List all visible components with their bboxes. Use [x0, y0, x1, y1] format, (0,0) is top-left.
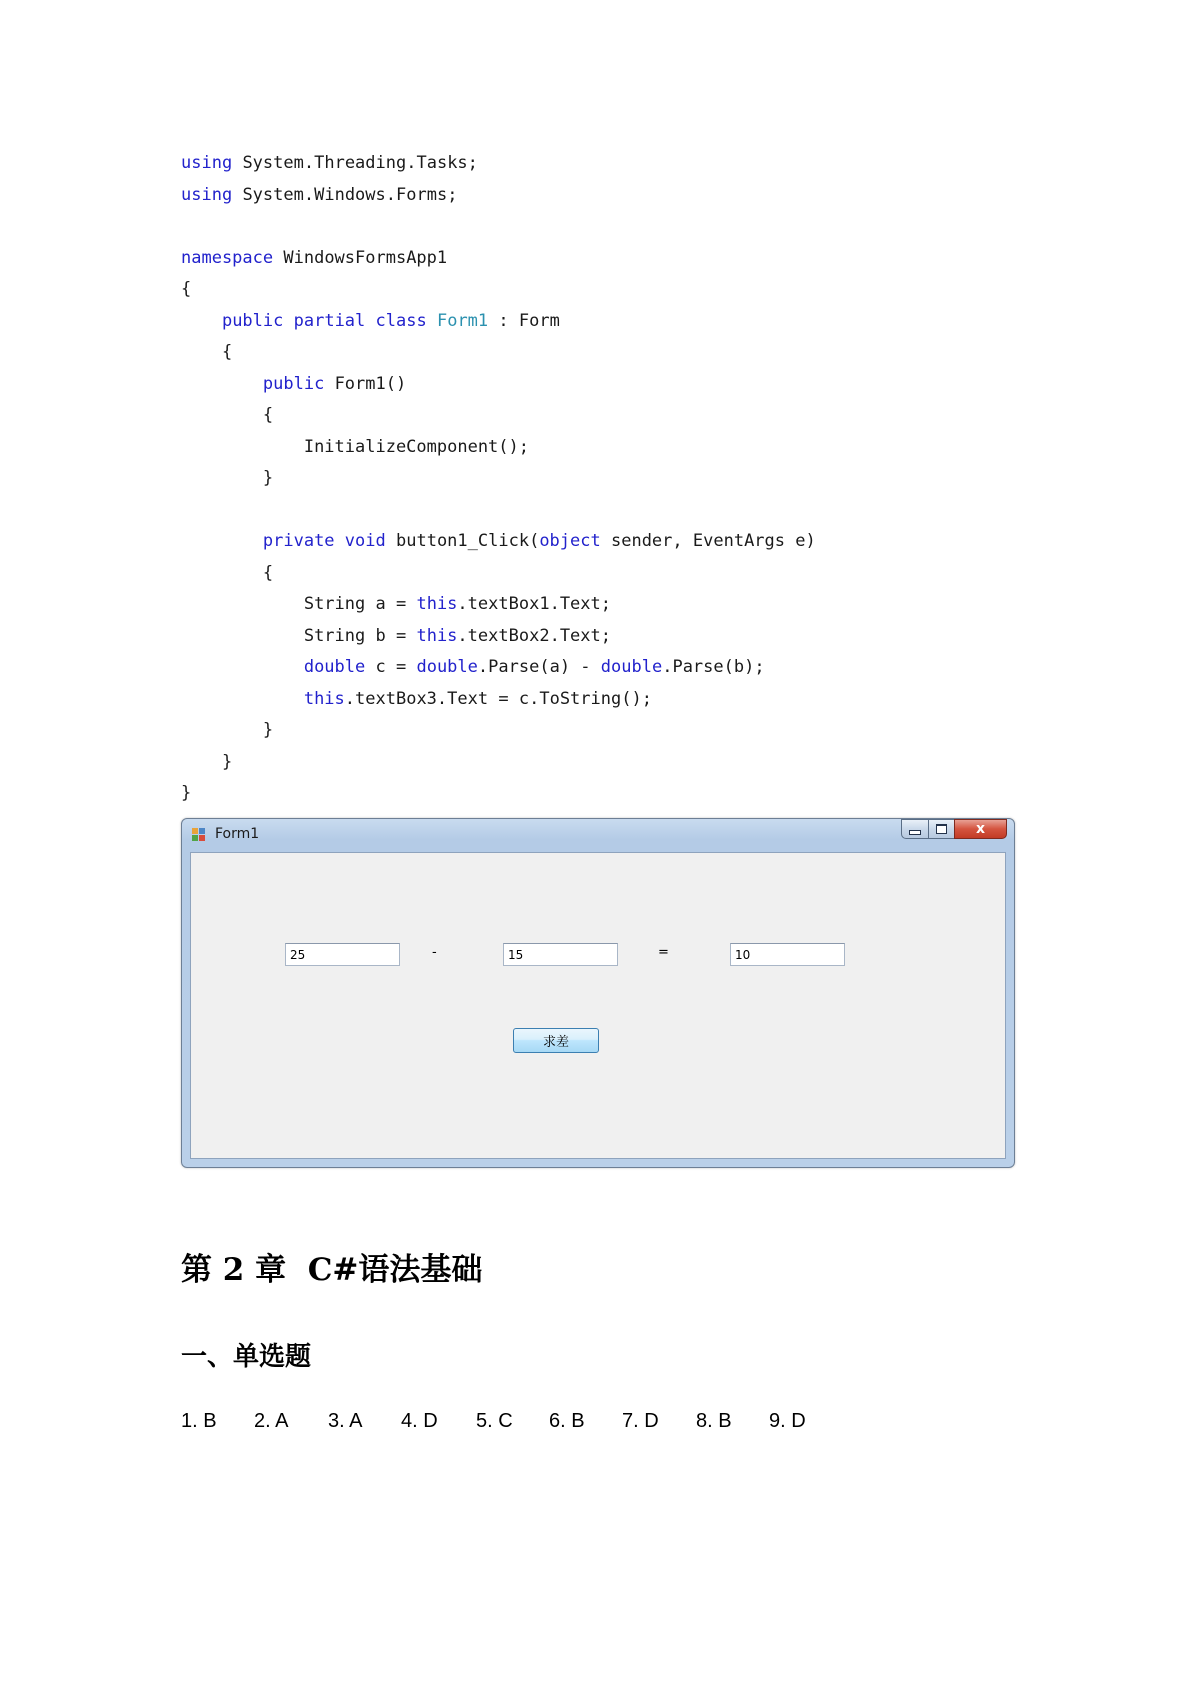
close-icon: x	[975, 821, 986, 837]
caption-buttons	[901, 819, 1007, 840]
form-client-area	[190, 852, 1006, 1159]
code-line	[181, 495, 816, 527]
minimize-icon	[909, 830, 921, 835]
answer-item: 1. B	[181, 1410, 217, 1432]
close-button[interactable]	[954, 819, 1007, 839]
answer-item: 6. B	[549, 1410, 585, 1432]
answer-item: 4. D	[401, 1410, 438, 1432]
maximize-button[interactable]	[928, 819, 954, 839]
code-line: double c = double.Parse(a) - double.Parse(b);	[303, 657, 765, 677]
code-line: using System.Threading.Tasks;	[181, 153, 478, 173]
minus-label: -	[432, 945, 437, 960]
minimize-button[interactable]	[901, 819, 928, 839]
code-line: this.textBox3.Text = c.ToString();	[303, 688, 652, 709]
answer-item: 3. A	[328, 1410, 363, 1432]
code-line: public Form1()	[262, 373, 407, 394]
maximize-icon	[936, 824, 947, 834]
textbox2-input[interactable]: 15	[503, 943, 618, 966]
answer-item: 9. D	[769, 1410, 806, 1432]
form1-window	[181, 818, 1015, 1168]
window-titlebar[interactable]	[182, 819, 1014, 851]
code-line: private void button1_Click(object sender, EventArgs e)	[262, 531, 816, 551]
code-line: String b = this.textBox2.Text;	[303, 625, 612, 646]
code-line: }	[181, 468, 274, 488]
code-line: InitializeComponent();	[303, 436, 530, 457]
answer-item: 5. C	[476, 1410, 513, 1432]
textbox1-input[interactable]: 25	[285, 943, 400, 966]
subtract-button[interactable]: 求差	[513, 1028, 599, 1053]
code-line: public partial class Form1 : Form	[221, 310, 560, 331]
textbox3-input[interactable]: 10	[730, 943, 845, 966]
code-listing	[181, 148, 816, 810]
answer-item: 7. D	[622, 1410, 659, 1432]
code-line: {	[181, 562, 274, 583]
code-line: }	[181, 783, 192, 803]
code-line: String a = this.textBox1.Text;	[303, 594, 612, 614]
code-line: {	[181, 279, 192, 299]
code-line: {	[181, 405, 274, 425]
window-title: Form1	[215, 826, 260, 842]
winforms-app-icon	[192, 828, 206, 842]
code-line: {	[181, 342, 233, 362]
code-line: namespace WindowsFormsApp1	[181, 247, 448, 268]
answer-item: 8. B	[696, 1410, 732, 1432]
answer-item: 2. A	[254, 1410, 289, 1432]
code-line: }	[181, 751, 233, 772]
code-line: using System.Windows.Forms;	[181, 184, 458, 205]
code-line: }	[181, 720, 274, 740]
section-title: 一、单选题	[181, 1342, 312, 1372]
equals-label: =	[658, 945, 669, 960]
chapter-title: 第 2 章 C#语法基础	[181, 1252, 483, 1288]
code-line	[181, 211, 816, 243]
